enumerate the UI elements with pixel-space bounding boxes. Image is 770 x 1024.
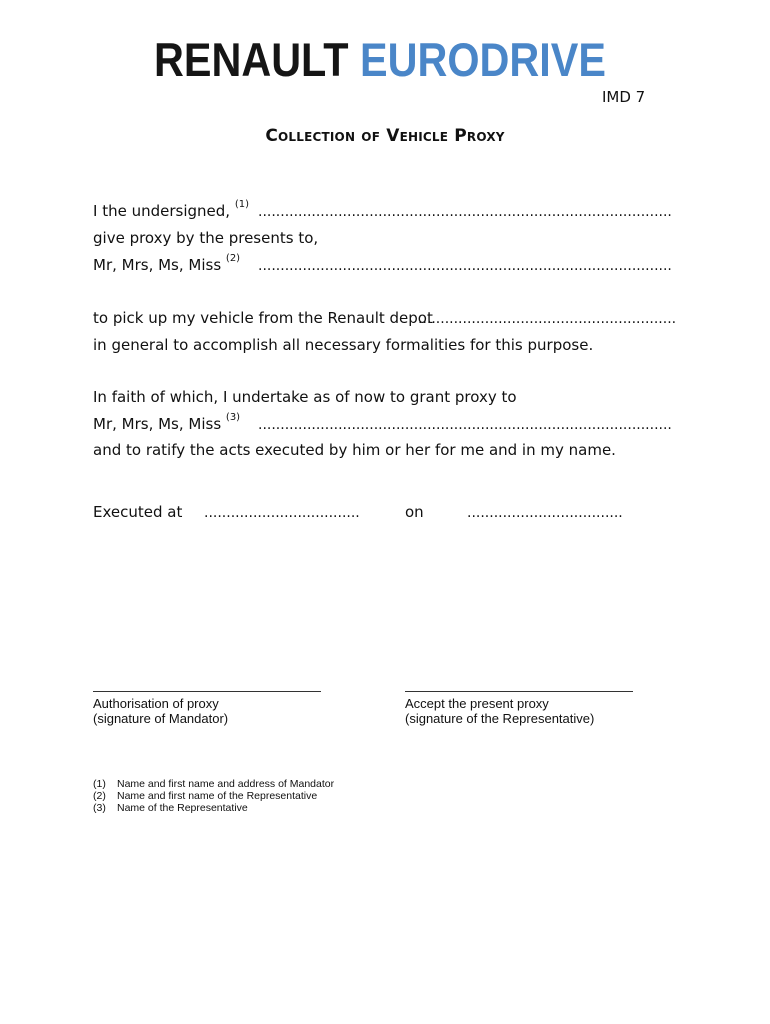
representative-line: [93, 253, 241, 274]
representative-label: Mr, Mrs, Ms, Miss: [93, 256, 222, 274]
mandator-signature-caption: (signature of Mandator): [93, 711, 229, 726]
representative-signature-caption: (signature of the Representative): [405, 711, 595, 726]
representative2-line: [93, 412, 241, 433]
undersigned-line: [93, 199, 249, 220]
mandator-signature-line[interactable]: [93, 691, 321, 692]
footnote-ref-1: (1): [234, 199, 249, 210]
representative2-label: Mr, Mrs, Ms, Miss: [93, 415, 222, 433]
mandator-signature-title: Authorisation of proxy: [93, 696, 219, 711]
logo-brand: RENAULT: [154, 33, 349, 86]
on-label: on: [405, 503, 424, 521]
mandator-name-field[interactable]: .............................................................................................: [258, 204, 672, 220]
ratify-line: and to ratify the acts executed by him or her for me and in my name.: [93, 441, 616, 459]
mandator-signature-label: [93, 696, 228, 726]
general-line: in general to accomplish all necessary formalities for this purpose.: [93, 336, 594, 354]
executed-at-label: Executed at: [93, 503, 183, 521]
undersigned-label: I the undersigned,: [93, 202, 231, 220]
logo-product: EURODRIVE: [360, 33, 606, 86]
faith-line: In faith of which, I undertake as of now to grant proxy to: [93, 388, 517, 406]
footnote-number: (2): [93, 790, 106, 802]
place-field[interactable]: ...................................: [204, 505, 360, 521]
footnote-text: Name of the Representative: [117, 802, 248, 814]
footnote-ref-2: (2): [225, 253, 241, 264]
footnote: [93, 778, 334, 790]
representative-signature-title: Accept the present proxy: [405, 696, 549, 711]
date-field[interactable]: ...................................: [467, 505, 623, 521]
representative-signature-line[interactable]: [405, 691, 633, 692]
footnote-ref-3: (3): [225, 412, 241, 423]
footnote: [93, 802, 334, 814]
document-title: Collection of Vehicle Proxy: [265, 126, 505, 146]
footnote-number: (1): [93, 778, 106, 790]
footnote-number: (3): [93, 802, 106, 814]
proxy-to-line: give proxy by the presents to,: [93, 229, 319, 247]
representative-name-field[interactable]: .............................................................................................: [258, 258, 672, 274]
representative-signature-label: [405, 696, 594, 726]
footnotes: [93, 778, 334, 814]
footnote: [93, 790, 334, 802]
representative2-name-field[interactable]: .............................................................................................: [258, 417, 672, 433]
footnote-text: Name and first name of the Representative: [117, 790, 318, 802]
renault-eurodrive-logo: [154, 33, 606, 86]
depot-field[interactable]: ..........................................................: [418, 311, 677, 327]
footnote-text: Name and first name and address of Mandator: [117, 778, 335, 790]
document-reference: IMD 7: [602, 88, 646, 106]
pickup-line: to pick up my vehicle from the Renault depot: [93, 309, 433, 327]
